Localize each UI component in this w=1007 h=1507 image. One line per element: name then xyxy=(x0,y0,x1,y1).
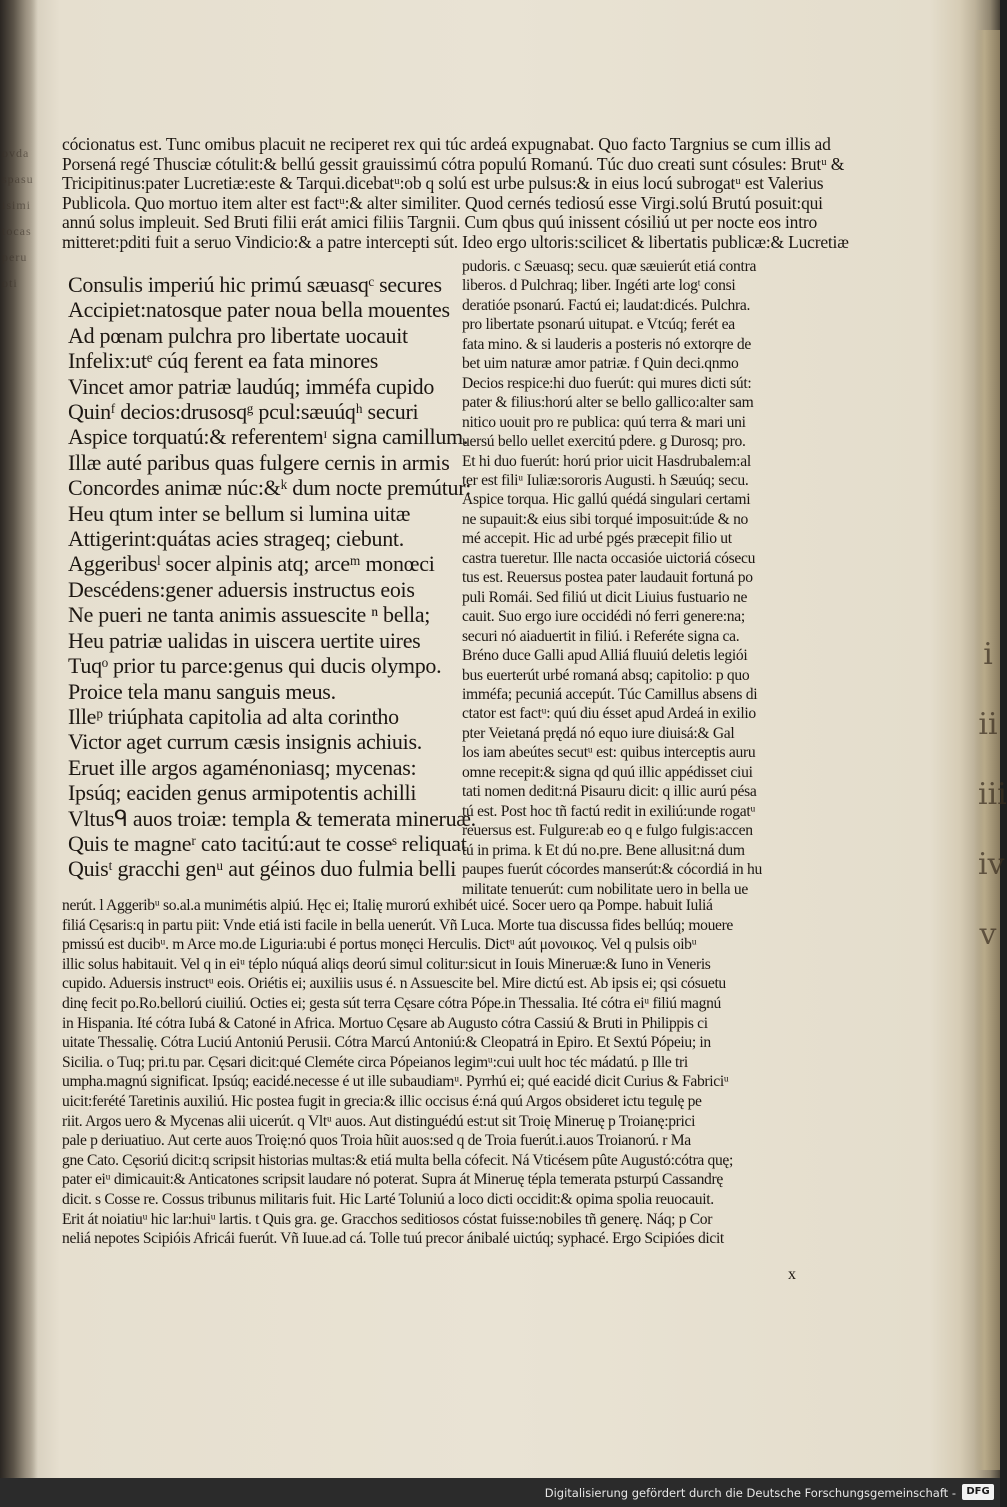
verse-line: Ad pœnam pulchra pro libertate uocauit xyxy=(68,322,408,348)
verse-line: Eruet ille argos agaménoniasq; mycenas: xyxy=(68,754,417,780)
commentary-line: uicit:ferété Taretinis auxiliú. Hic postea fugit in grecia:& illic occisus é:ná quú Argos obsideret ictu tegulę pe xyxy=(62,1092,702,1110)
gloss-line: uersú bello uellet exercitú pdere. g Durosq; pro. xyxy=(462,433,746,451)
gloss-line: ne supauit:& eius sibi torqué imposuit:úde & no xyxy=(462,510,749,528)
signature-mark: x xyxy=(788,1266,796,1283)
intro-line: Publicola. Quo mortuo item alter est factᵘ:& alter similiter. Quod cernés tediosú esse Virgi.solú Brutú posuit:qui xyxy=(62,192,823,213)
commentary-line: riit. Argos uero & Mycenas alii uicerút. q Vltᵘ auos. Aut distinguédú est:ut sit Troię Mineruę p Troianę:prici xyxy=(62,1112,696,1130)
gloss-line: pro libertate psonarú uitupat. e Vtcúq; ferét ea xyxy=(462,316,735,334)
commentary-line: dicit. s Cosse re. Cossus tribunus militaris fuit. Hic Larté Toluniú a loco dicti occidit:& opima spolia reuocauit. xyxy=(62,1190,714,1208)
verse-line: Tuqᵒ prior tu parce:genus qui ducis olympo. xyxy=(68,653,442,679)
verse-line: Ne pueri ne tanta animis assuescite ⁿ bella; xyxy=(68,602,431,628)
intro-line: annú solus impleuit. Sed Bruti filii erát amici filiis Targnii. Cum qbus quú inissent cósiliú ut per nocte eos intro xyxy=(62,212,818,233)
verse-line: Proice tela manu sanguis meus. xyxy=(68,678,336,704)
gloss-line: castra tueretur. Ille nacta occasióe uictoriá cósecu xyxy=(462,549,756,567)
gloss-line: tú est. Post hoc tñ factú redit in exiliú:unde rogatᵘ xyxy=(462,802,756,820)
dfg-logo: DFG xyxy=(962,1484,994,1500)
gloss-line: ctator est factᵘ: quú diu ésset apud Ardeá in exilio xyxy=(462,705,756,723)
gloss-line: pudoris. c Sæuasq; secu. quæ sæuierút etiá contra xyxy=(462,258,757,275)
commentary-line: dinę fecit po.Ro.bellorú ciuiliú. Octies ei; gesta sút terra Cęsare cótra Pópe.in Thessalia. Ité cótra eiᵘ filiú magnú xyxy=(62,994,721,1012)
gloss-line: imméfa; pecuniá accepút. Túc Camillus absens di xyxy=(462,685,758,703)
commentary-line: pale p deriuatiuo. Aut certe auos Troię:nó quos Troia hũit auos:sed q de Troia fuerút.i.auos Troianorú. r Ma xyxy=(62,1132,691,1150)
intro-line: Porsená regé Thusciæ cótulit:& bellú gessit grauissimú cótra populú Romanú. Túc duo creati sunt cósules: Brutᵘ & xyxy=(62,153,845,174)
gloss-line: bus euerterút urbé romaná absq; capitolio: p quo xyxy=(462,666,750,684)
commentary-line: neliá nepotes Scipióis Africái fuerút. Vñ Iuue.ad cá. Tolle tuú precor ánibalé uictúq; syphacé. Ergo Scipióes dicit xyxy=(62,1230,724,1248)
gloss-line: militate tenuerút: cum nobilitate uero in bella ue xyxy=(462,880,748,898)
verse-line: Heu qtum inter se bellum si lumina uitæ xyxy=(68,500,411,526)
gloss-line: pater & filius:horú alter se bello gallico:alter sam xyxy=(462,394,754,412)
gloss-line: fata mino. & si lauderis a posteris nó extorqre de xyxy=(462,335,751,353)
commentary-line: nerút. l Aggeribᵘ so.al.a munimétis alpiú. Hęc ei; Italię murorú exhibét uicé. Socer uero qa Pompe. habuit Iuliá xyxy=(62,897,713,914)
verse-line: Victor aget currum cæsis insignis achiuis. xyxy=(68,729,422,755)
verse-line: Aspice torquatú:& referentemᶦ signa camillum. xyxy=(68,424,469,450)
commentary-line: cupido. Aduersis instructᵘ eois. Oriétis ei; auxiliis usus é. n Assuescite bel. Mire dictú est. Ab ipsis ei; qsi cósuetu xyxy=(62,975,726,993)
commentary-line: illic solus habitauit. Vel q in eiᵘ téplo núquá aliqs deorú simul colitur:sicut in Iouis Mineruæ:& Iuno in Veneris xyxy=(62,955,711,973)
verse-line: Attigerint:quátas acies strageq; ciebunt. xyxy=(68,526,404,552)
commentary-line: Erit át noiatiuᵘ hic lar:huiᵘ lartis. t Quis gra. ge. Gracchos seditiosos cóstat fuisse:nobiles tñ generę. Náq; p Cor xyxy=(62,1210,713,1228)
verse-line: Accipiet:natosque pater noua bella mouentes xyxy=(68,297,450,323)
gloss-line: paupes fuerút cócordes manserút:& cócordiá in hu xyxy=(462,861,762,879)
verse-line: Descédens:gener aduersis instructus eois xyxy=(68,576,415,602)
verse-line: Ipsúq; eaciden genus armipotentis achilli xyxy=(68,780,417,806)
gloss-line: mé accepit. Hic ad urbé pgés præcepit filio ut xyxy=(462,530,732,548)
gloss-line: puli Romái. Sed filiú ut dicit Liuius fustuario ne xyxy=(462,588,748,606)
page-fore-edge xyxy=(974,30,1007,1470)
gloss-line: Decios respice:hi duo fuerút: qui mures dicti sút: xyxy=(462,374,752,392)
verse-line: Quinᶠ decios:drusosqᵍ pcul:sæuúqʰ securi xyxy=(68,399,419,425)
verse-line: Consulis imperiú hic primú sæuasqᶜ secures xyxy=(68,272,442,297)
verse-line: Concordes animæ núc:&ᵏ dum nocte premútur: xyxy=(68,475,472,501)
commentary-line: Sicilia. o Tuq; pri.tu par. Cęsari dicit:qué Cleméte circa Pópeianos legimᵘ:cui uult hoc téc mádatú. p Ille tri xyxy=(62,1053,688,1071)
gloss-line: reuersus est. Fulgure:ab eo q e fulgo fulgis:accen xyxy=(462,822,753,840)
verse-line: Aggeribusˡ socer alpinis atq; arceᵐ monœci xyxy=(68,551,435,577)
commentary-line: gne Cato. Cęsoriú dicit:q scripsit historias multas:& etiá multa bella cófecit. Ná Vticésem pûte Augustó:cótra quę; xyxy=(62,1151,733,1169)
intro-line: cócionatus est. Tunc omibus placuit ne reciperet rex qui túc ardeá expugnabat. Quo facto Targnius se cum illis ad xyxy=(62,134,831,154)
gloss-line: tus est. Reuersus postea pater laudauit fortuná po xyxy=(462,569,753,587)
gloss-line: deratióe psonarú. Factú ei; laudat:dicés. Pulchra. xyxy=(462,296,751,314)
verse-column xyxy=(68,272,476,882)
gloss-line: Aspice torqua. Hic gallú quédá singulari certami xyxy=(462,491,751,509)
gloss-line: tati nomen dedit:ná Pisauru dicit: q illic aurú pésa xyxy=(462,783,757,801)
gloss-line: pter Veietaná prędá nó equo iure diuisá:& Gal xyxy=(462,724,735,742)
verse-line: Vltusᑫ auos troiæ: templa & temerata mineruæ. xyxy=(68,805,476,831)
gloss-line: tú in prima. k Et dú no.pre. Bene allusit:ná dum xyxy=(462,841,745,859)
verse-line: Infelix:utᵉ cúq ferent ea fata minores xyxy=(68,348,379,374)
footer-credit: Digitalisierung gefördert durch die Deutsche Forschungsgemeinschaft - xyxy=(544,1486,956,1500)
gloss-line: ter est filiᵘ Iuliæ:sororis Augusti. h Sæuúq; secu. xyxy=(462,471,749,489)
gloss-line: securi nó aiaduertit in filiú. i Referéte signa ca. xyxy=(462,627,740,645)
commentary-line: pater eiᵘ dimicauit:& Anticatones scripsit laudare nó poterat. Supra át Mineruę tépla temerata psturpú Cassandrę xyxy=(62,1171,723,1189)
verse-line: Quisᵗ gracchi genᵘ aut géinos duo fulmia belli xyxy=(68,856,457,882)
gloss-column xyxy=(462,257,842,899)
verse-line: Quis te magneʳ cato tacitú:aut te cosseˢ reliquat xyxy=(68,830,467,856)
commentary-line: filiá Cęsaris:q in partu piit: Vnde etiá isti facile in bella uenerút. Vñ Luca. Morte tua discussa fides bellúq; mouere xyxy=(62,916,733,934)
gloss-line: nitico uouit pro re publica: quú terra & mari uni xyxy=(462,413,746,431)
gloss-line: los iam abeútes secutᵘ est: quibus interceptis auru xyxy=(462,744,756,762)
fore-edge-marks: ⅰ ⅱ ⅲ ⅳ ⅴ xyxy=(978,638,1007,951)
footer-bar xyxy=(0,1478,1000,1507)
intro-prose xyxy=(62,135,932,253)
gloss-line: bet uim naturæ amor patriæ. f Quin deci.qnmo xyxy=(462,355,739,373)
commentary-line: pmissú est ducibᵘ. m Arce mo.de Liguria:ubi é portus monęci Herculis. Dictᵘ aút μονοικος. Vel q pulsis oibᵘ xyxy=(62,936,697,954)
verse-line: Illeᵖ triúphata capitolia ad alta corintho xyxy=(68,703,399,729)
commentary-line: umpha.magnú significat. Ipsúq; eacidé.necesse é ut ille subaudiamᵘ. Pyrrhú ei; qué eacidé dicit Curius & Fabriciᵘ xyxy=(62,1073,729,1091)
commentary-line: in Hispania. Ité cótra Iubá & Catoné in Africa. Mortuo Cęsare ab Augusto cótra Cassiú & Bruti in Philippis ci xyxy=(62,1014,708,1032)
verse-line: Illæ auté paribus quas fulgere cernis in armis xyxy=(68,449,450,475)
facing-page-text-fragment: o v d a s p a s u i s i m i t o c a s p e r u o t i xyxy=(2,146,32,290)
gloss-line: omne recepit:& signa qd quú illic appédisset ciui xyxy=(462,763,753,781)
bottom-commentary xyxy=(62,896,940,1249)
gloss-line: cauit. Suo ergo iure occidédi nó ferri genere:na; xyxy=(462,608,745,626)
gloss-line: Bréno duce Galli apud Alliá fluuiú deletis legiói xyxy=(462,647,748,665)
gloss-line: liberos. d Pulchraq; liber. Ingéti arte logᵗ consi xyxy=(462,277,736,295)
facing-page-edge xyxy=(0,0,38,1478)
intro-line: Tricipitinus:pater Lucretiæ:este & Tarqui.dicebatᵘ:ob q solú est urbe pulsus:& in eius locú subrogatᵘ est Valerius xyxy=(62,173,824,194)
commentary-line: uitate Thessalię. Cótra Luciú Antoniú Perusii. Cótra Marcú Antoniú:& Cleopatrá in Epiro. Et Sextú Pópeiu; in xyxy=(62,1034,711,1052)
gloss-line: Et hi duo fuerút: horú prior uicit Hasdrubalem:al xyxy=(462,452,751,470)
verse-line: Vincet amor patriæ laudúq; imméfa cupido xyxy=(68,373,435,399)
intro-line: mitteret:pditi fuit a seruo Vindicio:& a patre intercepti sút. Ideo ergo ultoris:scilicet & libertatis publicæ:& Lucretiæ xyxy=(62,231,849,252)
verse-line: Heu patriæ ualidas in uiscera uertite uires xyxy=(68,627,421,653)
